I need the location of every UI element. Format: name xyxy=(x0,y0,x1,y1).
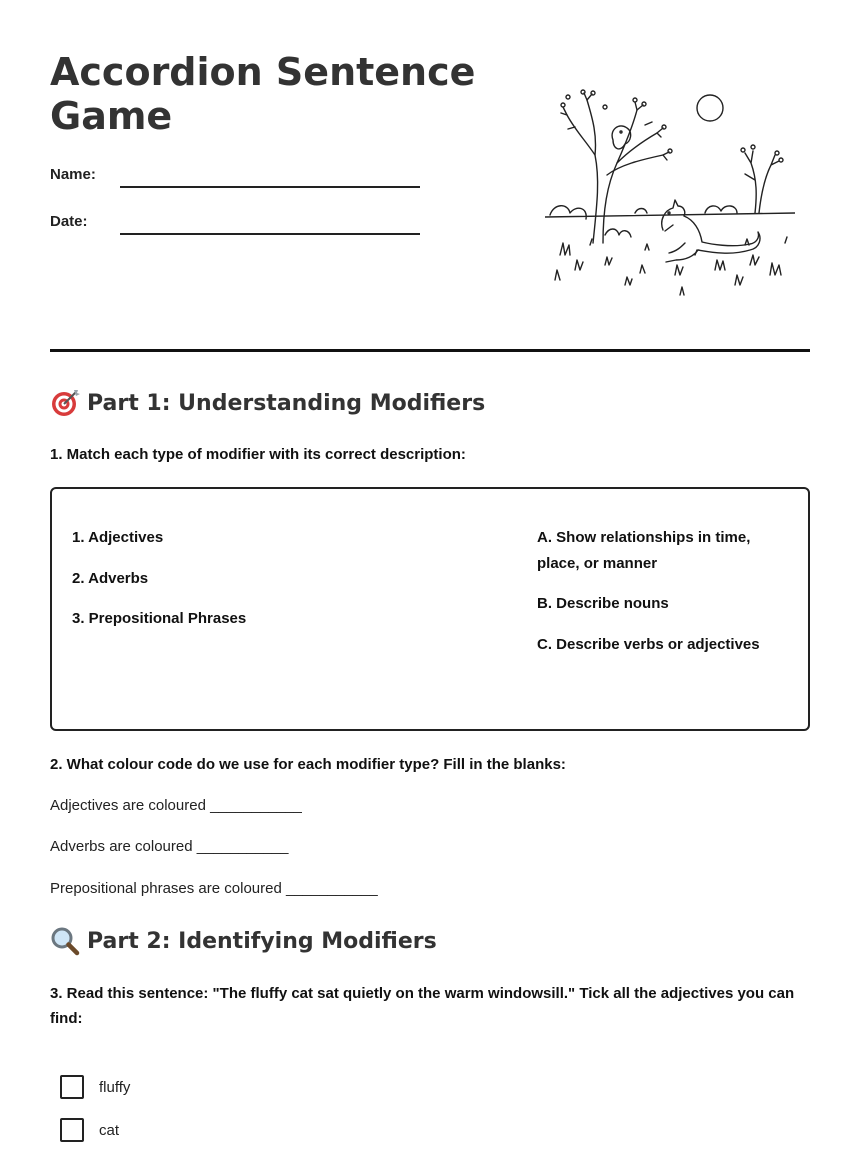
matching-box xyxy=(50,487,810,731)
option-label: cat xyxy=(99,1121,120,1139)
option-row xyxy=(60,1075,130,1099)
fill-blank-adjectives[interactable]: Adjectives are coloured ___________ xyxy=(50,797,302,814)
part1-heading xyxy=(50,388,485,418)
fill-blank-adverbs[interactable]: Adverbs are coloured ___________ xyxy=(50,838,289,855)
part1-heading-text: Part 1: Understanding Modifiers xyxy=(87,390,486,416)
part2-heading xyxy=(50,926,437,956)
name-field[interactable] xyxy=(120,186,420,188)
kangaroo-scene-illustration xyxy=(545,85,795,305)
modifier-type-item: 3. Prepositional Phrases xyxy=(72,610,247,627)
name-label: Name: xyxy=(50,166,96,183)
option-label: fluffy xyxy=(99,1078,131,1096)
page-title: Accordion Sentence Game xyxy=(50,50,476,138)
fill-blank-prepositional-phrases[interactable]: Prepositional phrases are coloured ___________ xyxy=(50,880,378,897)
question-3: 3. Read this sentence: "The fluffy cat sat quietly on the warm windowsill." Tick all the adjectives you can find: xyxy=(50,985,795,1027)
modifier-type-item: 2. Adverbs xyxy=(72,570,149,587)
header-divider xyxy=(50,349,810,352)
description-item: B. Describe nouns xyxy=(537,595,669,612)
target-icon xyxy=(50,388,80,418)
magnifying-glass-icon xyxy=(50,926,80,956)
modifier-type-item: 1. Adjectives xyxy=(72,529,164,546)
moon-icon xyxy=(697,95,723,121)
question-2: 2. What colour code do we use for each modifier type? Fill in the blanks: xyxy=(50,756,566,773)
date-field[interactable] xyxy=(120,233,420,235)
date-label: Date: xyxy=(50,213,88,230)
question-1: 1. Match each type of modifier with its correct description: xyxy=(50,446,466,463)
option-checkbox[interactable] xyxy=(60,1118,84,1142)
description-item: A. Show relationships in time, place, or manner xyxy=(537,529,751,572)
option-row xyxy=(60,1118,119,1142)
description-item: C. Describe verbs or adjectives xyxy=(537,636,760,653)
option-checkbox[interactable] xyxy=(60,1075,84,1099)
part2-heading-text: Part 2: Identifying Modifiers xyxy=(87,928,437,954)
